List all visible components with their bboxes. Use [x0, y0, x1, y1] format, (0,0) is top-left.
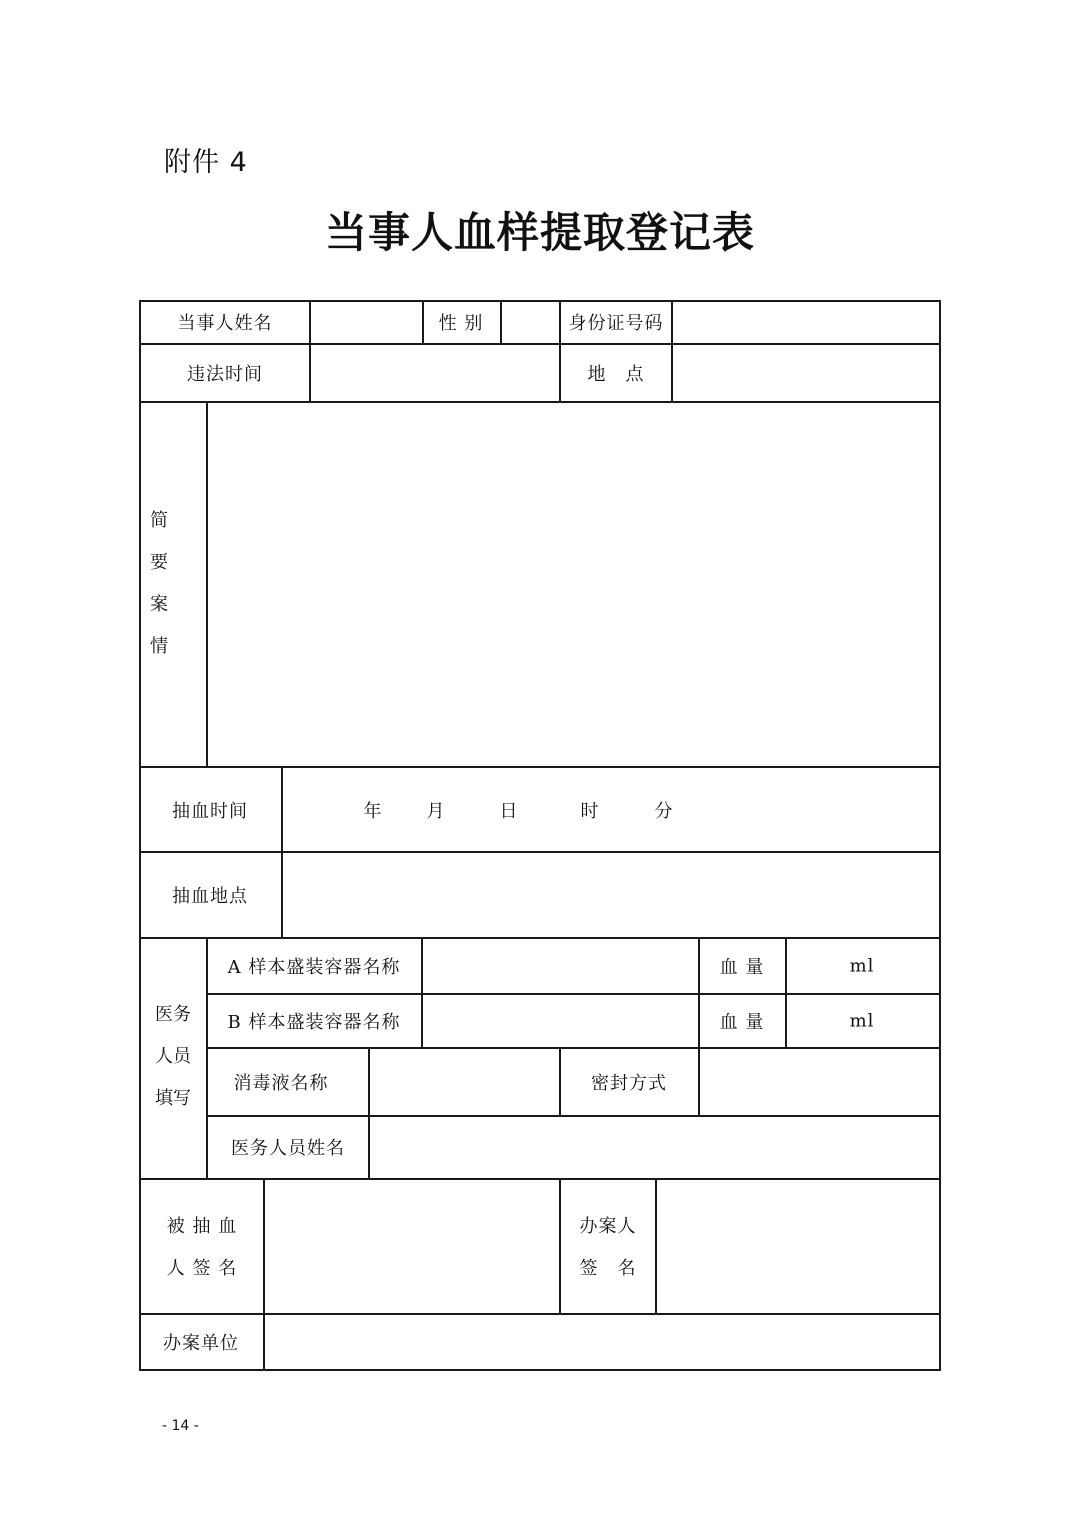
disinfectant-field[interactable] [370, 1049, 559, 1115]
blood-volume-b-unit: ml [849, 1010, 875, 1032]
column-divider [206, 937, 208, 1178]
blood-volume-b-label: 血 量 [719, 1012, 765, 1033]
column-divider [559, 1178, 561, 1313]
medical-staff-name-label: 医务人员姓名 [231, 1138, 345, 1159]
column-divider [422, 300, 424, 343]
blood-volume-a-field[interactable] [787, 939, 939, 993]
draw-time-month-unit: 月 [426, 801, 446, 822]
draw-location-label: 抽血地点 [172, 886, 248, 907]
seal-method-field[interactable] [700, 1049, 939, 1115]
violation-time-label: 违法时间 [187, 364, 263, 385]
medical-staff-section-label: 医务 人员 填写 [155, 1004, 191, 1109]
sample-a-container-field[interactable] [423, 939, 698, 993]
draw-time-minute-unit: 分 [654, 801, 674, 822]
officer-signature-label-line2: 签 名 [579, 1258, 637, 1279]
party-name-label: 当事人姓名 [177, 313, 273, 334]
draw-time-label: 抽血时间 [172, 801, 248, 822]
draw-time-day-unit: 日 [499, 801, 519, 822]
drawn-person-signature-label-line1: 被 抽 血 [166, 1216, 238, 1237]
handling-unit-field[interactable] [265, 1315, 939, 1369]
blood-sample-registration-form [139, 300, 941, 1371]
disinfectant-label: 消毒液名称 [233, 1073, 329, 1094]
gender-label: 性 别 [438, 313, 484, 334]
officer-signature-label-line1: 办案人 [579, 1216, 637, 1237]
handling-unit-label: 办案单位 [163, 1333, 239, 1354]
blood-volume-a-label: 血 量 [719, 957, 765, 978]
seal-method-label: 密封方式 [591, 1073, 667, 1094]
sample-a-container-label: A 样本盛装容器名称 [227, 957, 401, 978]
outer-bottom-border [139, 1369, 941, 1371]
location-label: 地 点 [587, 364, 645, 385]
draw-time-hour-unit: 时 [580, 801, 600, 822]
location-field[interactable] [673, 345, 939, 401]
sample-b-container-field[interactable] [423, 995, 698, 1047]
attachment-label: 附件 4 [164, 147, 248, 178]
id-number-label: 身份证号码 [568, 313, 664, 334]
document-title: 当事人血样提取登记表 [324, 208, 755, 257]
draw-time-year-unit: 年 [363, 801, 383, 822]
blood-volume-a-unit: ml [849, 955, 875, 977]
id-number-field[interactable] [673, 302, 939, 343]
drawn-person-signature-label-line2: 人 签 名 [166, 1258, 238, 1279]
blood-volume-b-field[interactable] [787, 995, 939, 1047]
outer-right-border [939, 300, 941, 1371]
gender-field[interactable] [502, 302, 559, 343]
party-name-field[interactable] [311, 302, 422, 343]
column-divider [559, 300, 561, 401]
case-summary-field[interactable] [208, 403, 939, 766]
column-divider [559, 1047, 561, 1115]
officer-signature-field[interactable] [657, 1180, 939, 1313]
draw-location-field[interactable] [283, 853, 939, 937]
case-summary-label: 简 要 案 情 [150, 510, 168, 657]
sample-b-container-label: B 样本盛装容器名称 [227, 1012, 401, 1033]
drawn-person-signature-field[interactable] [265, 1180, 559, 1313]
outer-left-border [139, 300, 141, 1371]
page-number: - 14 - [162, 1418, 199, 1434]
medical-staff-name-field[interactable] [370, 1117, 939, 1178]
violation-time-field[interactable] [311, 345, 559, 401]
